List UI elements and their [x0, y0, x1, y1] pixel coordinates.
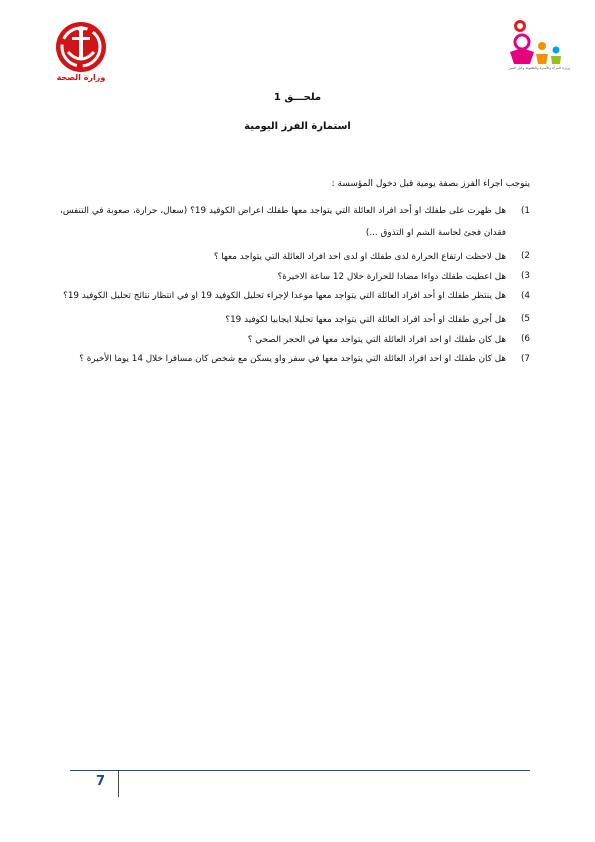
question-number: 6): [520, 334, 530, 344]
question-item: [60, 251, 530, 264]
question-text: هل أجري طفلك او أحد افراد العائلة التي يتواجد معها تحليلا ايجابيا لكوفيد 19؟: [225, 315, 506, 325]
question-text: هل لاحظت ارتفاع الحرارة لدى طفلك او لدى احد افراد العائلة التي يتواجد معها ؟: [213, 252, 506, 262]
question-item: [60, 271, 530, 284]
footer-divider: [70, 770, 530, 771]
intro-text: يتوجب اجراء الفرز بصفة يومية قبل دخول المؤسسة :: [331, 179, 530, 189]
question-item: [60, 314, 530, 327]
question-number: 7): [520, 354, 530, 364]
question-text: هل كان طفلك او احد افراد العائلة التي يتواجد معها في الحجر الصحي ؟: [247, 335, 506, 345]
question-item: [60, 291, 530, 307]
page-number: 7: [96, 774, 106, 789]
ministry-of-women-family-logo: [500, 18, 570, 80]
footer-separator: [118, 771, 119, 797]
form-title: استمارة الفرز اليومية: [244, 121, 351, 132]
question-number: 5): [520, 314, 530, 324]
question-item: [60, 206, 530, 244]
question-list: [60, 206, 530, 377]
annex-title: ملحـــق 1: [273, 92, 322, 103]
question-number: 3): [520, 271, 530, 281]
ministry-name: وزارة الصحة: [56, 73, 106, 82]
question-text: هل ظهرت على طفلك او أحد افراد العائلة التي يتواجد معها طفلك اعراض الكوفيد 19؟ (سعال، حرارة، صعوبة في التنفس، فقدان فجئ لحاسة الشم او التذوق ...): [60, 206, 506, 238]
question-number: 1): [520, 206, 530, 216]
question-item: [60, 334, 530, 347]
question-text: هل كان طفلك او احد افراد العائلة التي يتواجد معها في سفر واو يسكن مع شخص كان مسافرا خلال 14 يوما الأخيرة ؟: [79, 354, 506, 364]
right-logo-caption: وزارة المرأة والأسرة والطفولة وكبار السن: [508, 66, 570, 70]
question-text: هل اعطيت طفلك دواءا مضادا للحرارة خلال 12 ساعة الاخيرة؟: [277, 272, 506, 282]
question-item: [60, 354, 530, 370]
question-text: هل ينتظر طفلك او أحد افراد العائلة التي يتواجد معها موعدا لإجراء تحليل الكوفيد 19 او في انتظار نتائج تحليل الكوفيد 19؟: [63, 291, 506, 301]
question-number: 2): [520, 251, 530, 261]
question-number: 4): [520, 291, 530, 301]
